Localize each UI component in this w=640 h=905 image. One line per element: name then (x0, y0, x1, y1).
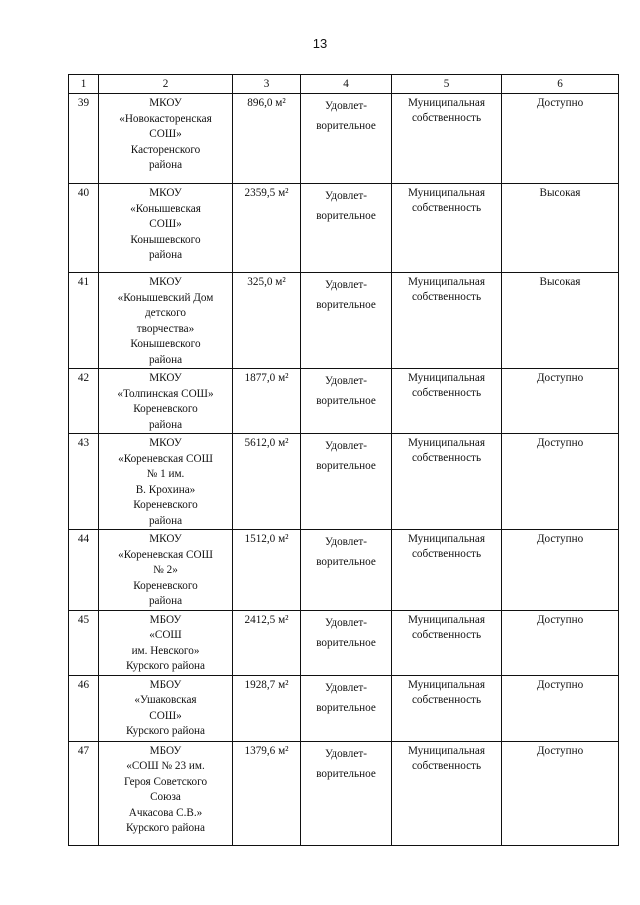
institution-name (99, 530, 233, 611)
ownership-value-line: Муниципальная (407, 97, 486, 109)
area-value: 5612,0 м² (233, 434, 301, 530)
row-number: 40 (69, 184, 99, 273)
accessibility-value: Доступно (502, 434, 619, 530)
institution-name (99, 94, 233, 184)
institution-name-line: «Конышевская (130, 202, 201, 215)
header-col-5: 5 (392, 75, 502, 94)
institution-name-line: «Кореневская СОШ (118, 548, 213, 561)
table-row (69, 610, 619, 675)
accessibility-value: Доступно (502, 530, 619, 611)
institution-name-line: Конышевского (130, 233, 201, 246)
institution-name (99, 434, 233, 530)
ownership-value-line: Муниципальная (407, 372, 486, 384)
condition-value (301, 184, 392, 273)
institution-name-line: «СОШ № 23 им. (126, 760, 205, 772)
ownership-value-line: Муниципальная (407, 437, 486, 449)
ownership-value-line: Муниципальная (407, 613, 486, 626)
institution-name-line: «СОШ (149, 629, 182, 641)
row-number: 41 (69, 273, 99, 369)
condition-value (301, 273, 392, 369)
institution-name (99, 675, 233, 741)
condition-value (301, 741, 392, 845)
institution-name (99, 369, 233, 434)
table-row (69, 530, 619, 611)
ownership-value (392, 610, 502, 675)
condition-value-line: ворительное (316, 120, 376, 132)
institution-name-line: МКОУ (149, 533, 182, 545)
table-row (69, 434, 619, 530)
table-row (69, 94, 619, 184)
condition-value (301, 530, 392, 611)
condition-value (301, 434, 392, 530)
institution-name-line: Кореневского (133, 579, 198, 592)
accessibility-value: Доступно (502, 94, 619, 184)
ownership-value (392, 530, 502, 611)
ownership-value-line: собственность (411, 548, 482, 560)
area-value: 896,0 м² (233, 94, 301, 184)
institution-name-line: Касторенского (130, 143, 201, 156)
row-number: 43 (69, 434, 99, 530)
institution-name-line: района (148, 353, 183, 366)
condition-value-line: Удовлет- (325, 100, 367, 112)
condition-value-line: Удовлет- (325, 681, 367, 694)
institution-name-line: № 1 им. (146, 468, 185, 480)
institution-name-line: Ачкасова С.В.» (128, 806, 203, 819)
ownership-value-line: собственность (411, 202, 482, 214)
condition-value (301, 369, 392, 434)
ownership-value-line: Муниципальная (407, 276, 486, 288)
condition-value-line: ворительное (316, 210, 376, 222)
ownership-value-line: собственность (411, 628, 482, 641)
ownership-value (392, 94, 502, 184)
table-row (69, 184, 619, 273)
header-row (69, 75, 619, 94)
institution-name-line: МКОУ (149, 276, 182, 288)
institution-name-line: МКОУ (149, 97, 182, 109)
institution-name-line: детского (144, 307, 186, 319)
header-col-2: 2 (99, 75, 233, 94)
condition-value-line: Удовлет- (325, 440, 367, 452)
area-value: 325,0 м² (233, 273, 301, 369)
table-row (69, 369, 619, 434)
institution-name (99, 184, 233, 273)
ownership-value-line: собственность (411, 693, 482, 706)
institution-name-line: творчества» (136, 322, 195, 335)
ownership-value-line: Муниципальная (407, 533, 486, 545)
table-row (69, 273, 619, 369)
institution-name-line: Героя Советского (123, 775, 208, 788)
row-number: 45 (69, 610, 99, 675)
condition-value-line: Удовлет- (325, 616, 367, 629)
condition-value-line: Удовлет- (325, 375, 367, 387)
institution-name-line: Курского района (125, 660, 206, 672)
institution-name-line: МКОУ (149, 437, 182, 449)
area-value: 1379,6 м² (233, 741, 301, 845)
institution-name-line: МКОУ (149, 187, 182, 199)
ownership-value (392, 741, 502, 845)
row-number: 44 (69, 530, 99, 611)
condition-value-line: Удовлет- (325, 279, 367, 291)
institution-name-line: СОШ» (149, 128, 182, 140)
row-number: 46 (69, 675, 99, 741)
condition-value-line: ворительное (316, 395, 376, 407)
accessibility-value: Высокая (502, 273, 619, 369)
condition-value-line: ворительное (316, 460, 376, 472)
institution-name (99, 741, 233, 845)
institution-name-line: Союза (150, 791, 181, 803)
page-number: 13 (312, 36, 328, 51)
header-col-6: 6 (502, 75, 619, 94)
institution-name-line: им. Невского» (131, 644, 200, 657)
header-col-3: 3 (233, 75, 301, 94)
accessibility-value: Высокая (502, 184, 619, 273)
condition-value (301, 610, 392, 675)
ownership-value (392, 273, 502, 369)
condition-value-line: ворительное (316, 299, 376, 311)
ownership-value-line: собственность (411, 291, 482, 303)
institution-name-line: В. Крохина» (135, 483, 196, 496)
condition-value-line: Удовлет- (325, 747, 367, 760)
condition-value (301, 94, 392, 184)
area-value: 1928,7 м² (233, 675, 301, 741)
ownership-value (392, 675, 502, 741)
accessibility-value: Доступно (502, 610, 619, 675)
institution-name-line: «Толпинская СОШ» (117, 387, 214, 400)
institution-name-line: МБОУ (149, 613, 182, 626)
institution-name-line: «Кореневская СОШ (118, 452, 213, 465)
row-number: 39 (69, 94, 99, 184)
ownership-value-line: собственность (411, 759, 482, 772)
condition-value-line: Удовлет- (325, 190, 367, 202)
ownership-value-line: Муниципальная (407, 744, 486, 757)
accessibility-value: Доступно (502, 741, 619, 845)
table-body (69, 94, 619, 846)
institution-name-line: Конышевского (130, 338, 201, 350)
institution-name-line: № 2» (153, 564, 178, 576)
ownership-value-line: Муниципальная (407, 678, 486, 691)
institution-name-line: СОШ» (149, 218, 182, 230)
condition-value-line: ворительное (316, 701, 376, 714)
row-number: 47 (69, 741, 99, 845)
row-number: 42 (69, 369, 99, 434)
institution-name-line: Кореневского (133, 403, 198, 415)
institution-name (99, 273, 233, 369)
institution-name-line: «Ушаковская (134, 694, 197, 706)
condition-value-line: Удовлет- (325, 536, 367, 548)
table-row (69, 741, 619, 845)
ownership-value-line: Муниципальная (407, 187, 486, 199)
institution-name-line: района (148, 249, 183, 261)
ownership-value-line: собственность (411, 387, 482, 399)
table-row (69, 675, 619, 741)
institution-name-line: Курского района (125, 822, 206, 834)
institution-name-line: Курского района (125, 725, 206, 737)
accessibility-value: Доступно (502, 675, 619, 741)
institution-name-line: «Конышевский Дом (117, 291, 214, 304)
institution-name (99, 610, 233, 675)
institution-name-line: района (148, 595, 183, 607)
institution-name-line: СОШ» (149, 709, 182, 722)
area-value: 1512,0 м² (233, 530, 301, 611)
facilities-table (68, 74, 619, 846)
area-value: 1877,0 м² (233, 369, 301, 434)
ownership-value (392, 184, 502, 273)
header-col-1: 1 (69, 75, 99, 94)
institution-name-line: района (148, 418, 183, 431)
institution-name-line: МБОУ (149, 678, 182, 691)
ownership-value (392, 434, 502, 530)
condition-value-line: ворительное (316, 556, 376, 568)
institution-name-line: МБОУ (149, 744, 182, 757)
ownership-value-line: собственность (411, 112, 482, 124)
condition-value-line: ворительное (316, 767, 376, 780)
ownership-value (392, 369, 502, 434)
institution-name-line: «Новокасторенская (119, 112, 212, 125)
area-value: 2412,5 м² (233, 610, 301, 675)
ownership-value-line: собственность (411, 452, 482, 464)
institution-name-line: района (148, 514, 183, 527)
institution-name-line: района (148, 159, 183, 171)
condition-value-line: ворительное (316, 636, 376, 649)
institution-name-line: Кореневского (133, 499, 198, 511)
area-value: 2359,5 м² (233, 184, 301, 273)
header-col-4: 4 (301, 75, 392, 94)
institution-name-line: МКОУ (149, 372, 182, 384)
accessibility-value: Доступно (502, 369, 619, 434)
condition-value (301, 675, 392, 741)
